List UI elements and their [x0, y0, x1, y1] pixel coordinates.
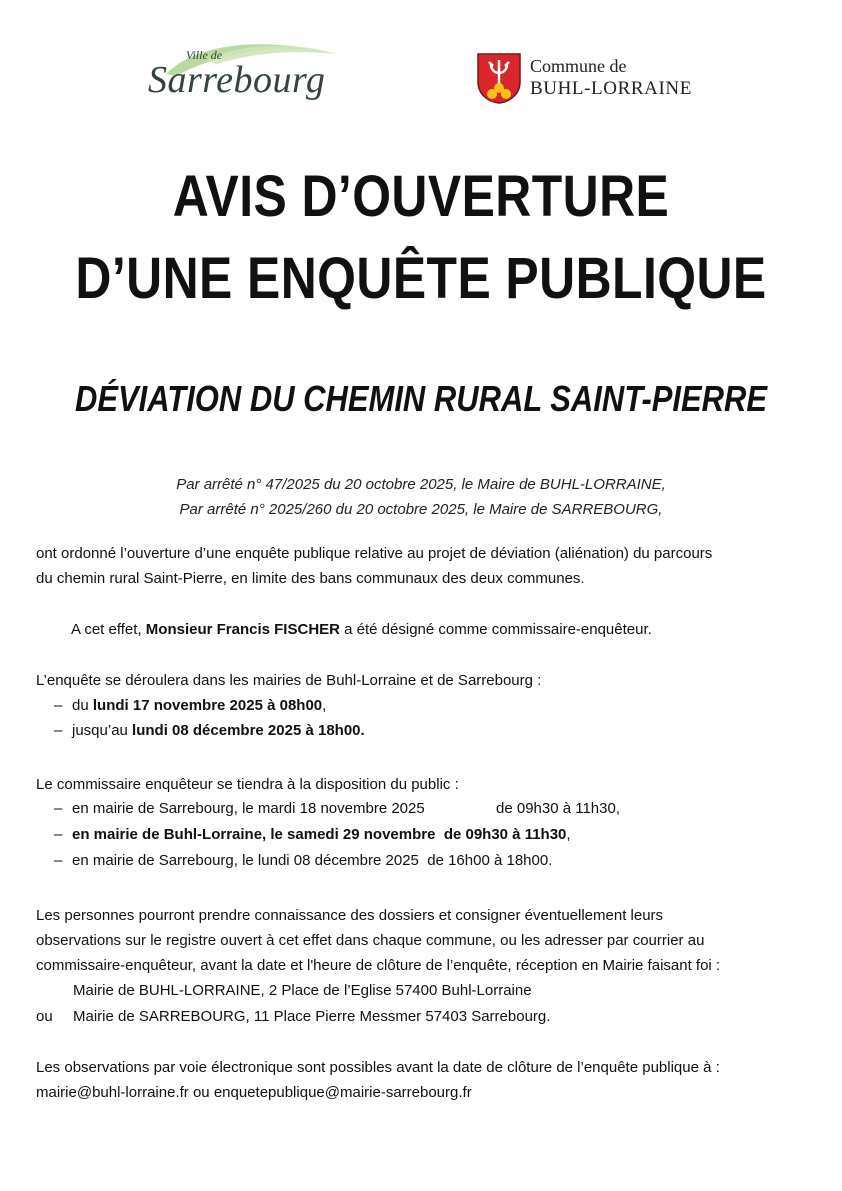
enquete-from-pre: du — [72, 697, 93, 714]
logo-ville-de: Ville de — [186, 48, 223, 62]
sarrebourg-logo — [146, 36, 356, 106]
email-buhl-link[interactable]: mairie@buhl-lorraine.fr — [36, 1084, 189, 1101]
intro-line-2: du chemin rural Saint-Pierre, en limite des bans communaux des deux communes. — [36, 570, 585, 587]
subtitle: DÉVIATION DU CHEMIN RURAL SAINT-PIERRE — [74, 378, 768, 419]
logo-sarrebourg-name: Sarrebourg — [148, 59, 326, 101]
permanence-item: – en mairie de Sarrebourg, le mardi 18 novembre 2025 de 09h30 à 11h30, — [54, 800, 621, 817]
permanence-place: en mairie de Buhl-Lorraine, le samedi 29 novembre — [72, 826, 436, 843]
enquete-from: – du lundi 17 novembre 2025 à 08h00, — [54, 697, 327, 714]
enquete-to-pre: jusqu’au — [72, 722, 133, 739]
address-sarrebourg: Mairie de SARREBOURG, 11 Place Pierre Messmer 57403 Sarrebourg. — [73, 1008, 551, 1025]
address-ou: ou — [36, 1008, 53, 1025]
buhl-lorraine-logo — [476, 52, 726, 108]
permanence-place: en mairie de Sarrebourg, le lundi 08 décembre 2025 — [72, 852, 419, 869]
email-sarrebourg-link[interactable]: enquetepublique@mairie-sarrebourg.fr — [213, 1084, 472, 1101]
enquete-to-date: lundi 08 décembre 2025 à 18h00. — [132, 722, 365, 739]
electronique-line-1: Les observations par voie électronique sont possibles avant la date de clôture de l’enquête publique à : — [36, 1059, 720, 1076]
enquete-heading: L’enquête se déroulera dans les mairies de Buhl-Lorraine et de Sarrebourg : — [36, 672, 542, 689]
permanence-item: – en mairie de Sarrebourg, le lundi 08 décembre 2025 de 16h00 à 18h00. — [54, 852, 553, 869]
permanence-time: de 16h00 à 18h00. — [427, 852, 553, 869]
commissaire-pre: A cet effet, — [71, 621, 146, 638]
arrete-buhl: Par arrêté n° 47/2025 du 20 octobre 2025, le Maire de BUHL-LORRAINE, — [176, 476, 666, 493]
permanence-time: de 09h30 à 11h30, — [496, 800, 621, 817]
logo-commune-de: Commune de — [530, 56, 627, 76]
permanence-time: de 09h30 à 11h30 — [443, 826, 567, 843]
dossiers-line-3: commissaire-enquêteur, avant la date et l'heure de clôture de l’enquête, réception en Mairie faisant foi : — [36, 957, 721, 974]
permanences-heading: Le commissaire enquêteur se tiendra à la disposition du public : — [36, 776, 459, 793]
commissaire-name: Monsieur Francis FISCHER — [145, 621, 340, 638]
logo-buhl-lorraine-name: BUHL-LORRAINE — [530, 78, 692, 99]
enquete-from-post: , — [322, 697, 327, 714]
dossiers-line-1: Les personnes pourront prendre connaissance des dossiers et consigner éventuellement leurs — [36, 907, 664, 924]
permanence-place: en mairie de Sarrebourg, le mardi 18 novembre 2025 — [72, 800, 425, 817]
dossiers-line-2: observations sur le registre ouvert à cet effet dans chaque commune, ou les adresser par courrier au — [36, 932, 705, 949]
permanence-item: – en mairie de Buhl-Lorraine, le samedi 29 novembre de 09h30 à 11h30, — [54, 826, 571, 843]
electronique-emails — [36, 1080, 472, 1105]
enquete-to: – jusqu’au lundi 08 décembre 2025 à 18h00. — [54, 722, 365, 739]
address-buhl: Mairie de BUHL-LORRAINE, 2 Place de l’Eglise 57400 Buhl-Lorraine — [73, 982, 532, 999]
commissaire-post: a été désigné comme commissaire-enquêteur. — [339, 621, 652, 638]
enquete-from-date: lundi 17 novembre 2025 à 08h00 — [92, 697, 323, 714]
title-line-1: AVIS D’OUVERTURE — [172, 164, 670, 229]
arrete-sarrebourg: Par arrêté n° 2025/260 du 20 octobre 2025, le Maire de SARREBOURG, — [179, 501, 663, 518]
title-line-2: D’UNE ENQUÊTE PUBLIQUE — [75, 246, 767, 311]
commissaire-paragraph — [71, 617, 652, 642]
buhl-lorraine-shield-icon — [476, 52, 522, 104]
intro-line-1: ont ordonné l’ouverture d’une enquête publique relative au projet de déviation (aliénation) du parcours — [36, 545, 713, 562]
email-separator: ou — [188, 1084, 214, 1101]
